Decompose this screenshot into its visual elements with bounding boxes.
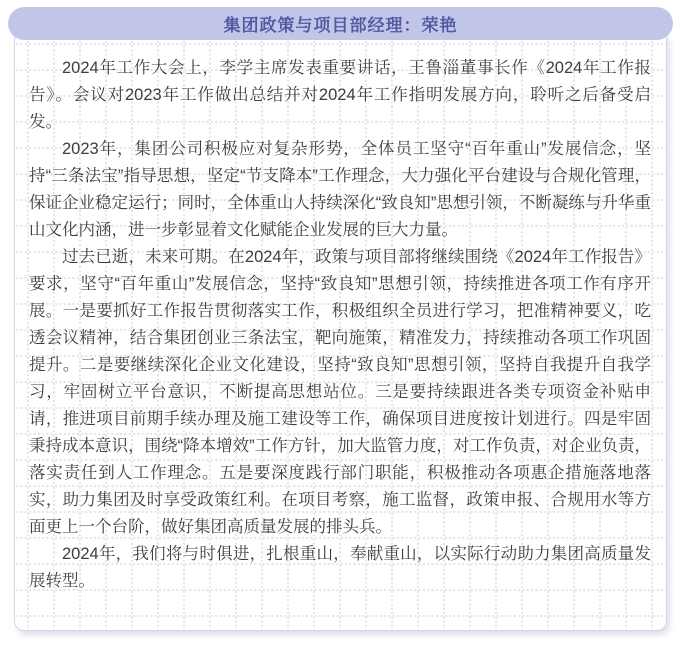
paragraph: 2024年，我们将与时俱进，扎根重山，奉献重山，以实际行动助力集团高质量发展转型。	[29, 545, 651, 590]
paragraph: 过去已逝，未来可期。在2024年，政策与项目部将继续围绕《2024年工作报告》要求，坚守“百年重山”发展信念，坚持“致良知”思想引领，持续推进各项工作有序开展。一是要抓好工作报告贯彻落实工作，积极组织全员进行学习，把准精神要义，吃透会议精神，结合集团创业三条法宝，靶向施策，精准发力，持续推动各项工作巩固提升。二是要继续深化企业文化建设，坚持“致良知”思想引领，坚持自我提升自我学习，牢固树立平台意识，不断提高思想站位。三是要持续跟进各类专项资金补贴申请，推进项目前期手续办理及施工建设等工作，确保项目进度按计划进行。四是牢固秉持成本意识，围绕“降本增效”工作方针，加大监管力度，对工作负责，对企业负责，落实责任到人工作理念。五是要深度践行部门职能，积极推动各项惠企措施落地落实，助力集团及时享受政策红利。在项目考察，施工监督，政策申报、合规用水等方面更上一个台阶，做好集团高质量发展的排头兵。	[29, 248, 651, 536]
paragraph: 2024年工作大会上，李学主席发表重要讲话，王鲁淄董事长作《2024年工作报告》。会议对2023年工作做出总结并对2024年工作指明发展方向，聆听之后备受启发。	[29, 59, 651, 131]
header-banner	[8, 7, 673, 40]
document-text	[29, 55, 651, 595]
document-body-panel	[14, 30, 667, 631]
paragraph: 2023年，集团公司积极应对复杂形势，全体员工坚守“百年重山”发展信念，坚持“三条法宝”指导思想，坚定“节支降本”工作理念，大力强化平台建设与合规化管理，保证企业稳定运行；同时，全体重山人持续深化“致良知”思想引领，不断凝练与升华重山文化内涵，进一步彰显着文化赋能企业发展的巨大力量。	[29, 140, 651, 239]
page-title: 集团政策与项目部经理：荣艳	[223, 16, 458, 35]
